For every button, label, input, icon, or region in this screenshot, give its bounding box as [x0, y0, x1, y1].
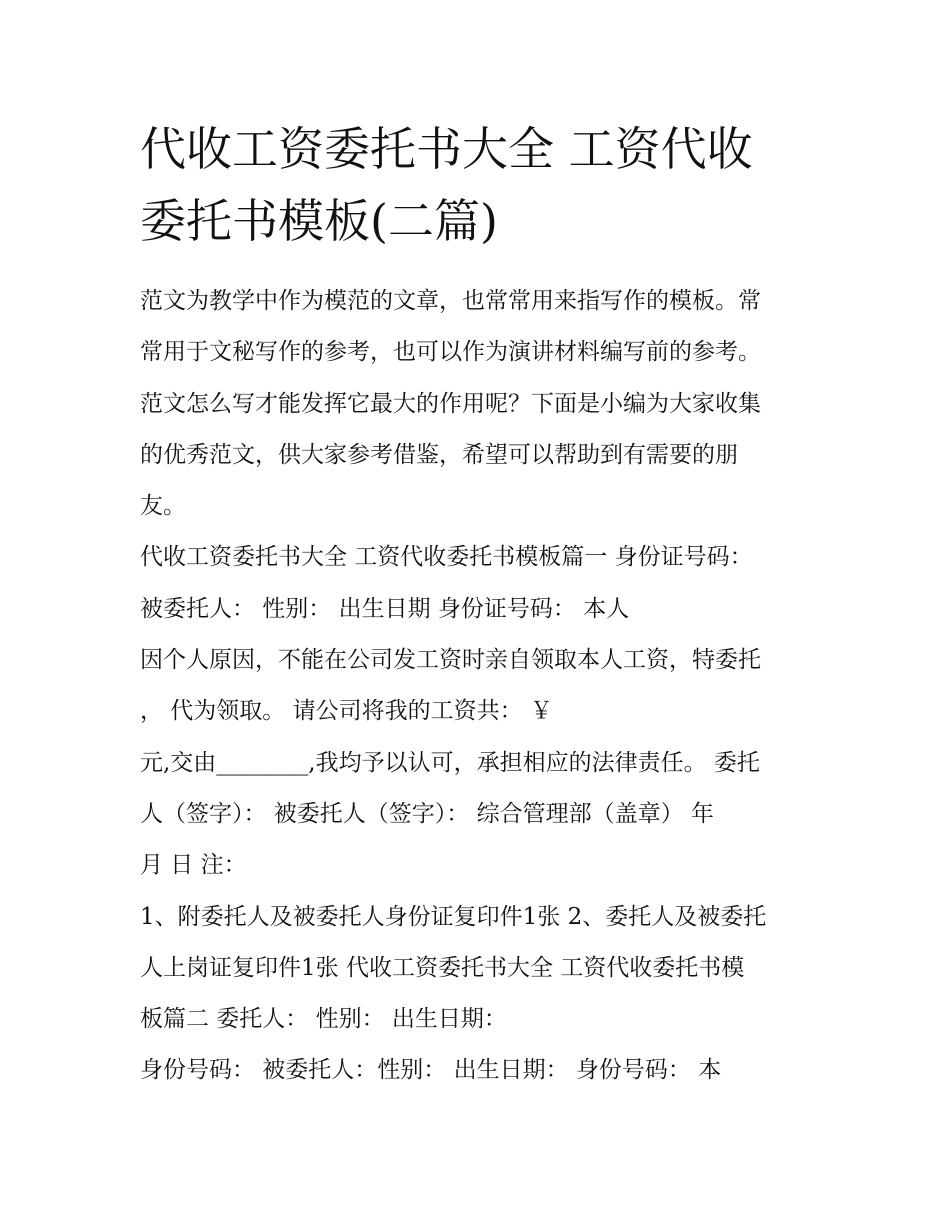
body-line: 身份号码： 被委托人：性别： 出生日期： 身份号码： 本 — [140, 1057, 722, 1084]
body-line: 人上岗证复印件1张 代收工资委托书大全 工资代收委托书模 — [140, 954, 745, 981]
body-line: 友。 — [140, 493, 186, 520]
body-line: 1、附委托人及被委托人身份证复印件1张 2、委托人及被委托 — [140, 903, 767, 930]
body-line: 人（签字）： 被委托人（签字）： 综合管理部（盖章） 年 — [140, 800, 714, 827]
title-line-2: 委托书模板(二篇) — [140, 194, 498, 248]
title-line-1: 代收工资委托书大全 工资代收 — [140, 122, 753, 176]
body-line: 月 日 注： — [140, 852, 247, 879]
body-line: 代收工资委托书大全 工资代收委托书模板篇一 身份证号码： — [140, 544, 753, 571]
body-line: 元,交由________,我均予以认可，承担相应的法律责任。 委托 — [140, 749, 760, 776]
body-line: 的优秀范文，供大家参考借鉴，希望可以帮助到有需要的朋 — [140, 441, 738, 468]
body-line: 常用于文秘写作的参考，也可以作为演讲材料编写前的参考。 — [140, 339, 761, 366]
body-line: 因个人原因，不能在公司发工资时亲自领取本人工资，特委托 — [140, 647, 761, 674]
body-line: 板篇二 委托人： 性别： 出生日期： — [140, 1006, 507, 1033]
body-line: 被委托人： 性别： 出生日期 身份证号码： 本人 — [140, 595, 630, 622]
body-line: 范文为教学中作为模范的文章，也常常用来指写作的模板。常 — [140, 288, 761, 314]
body-line: ， 代为领取。 请公司将我的工资共： ￥ — [140, 698, 553, 725]
document-title — [140, 113, 820, 257]
body-line: 范文怎么写才能发挥它最大的作用呢？下面是小编为大家收集 — [140, 390, 761, 417]
document-body — [140, 278, 830, 1099]
